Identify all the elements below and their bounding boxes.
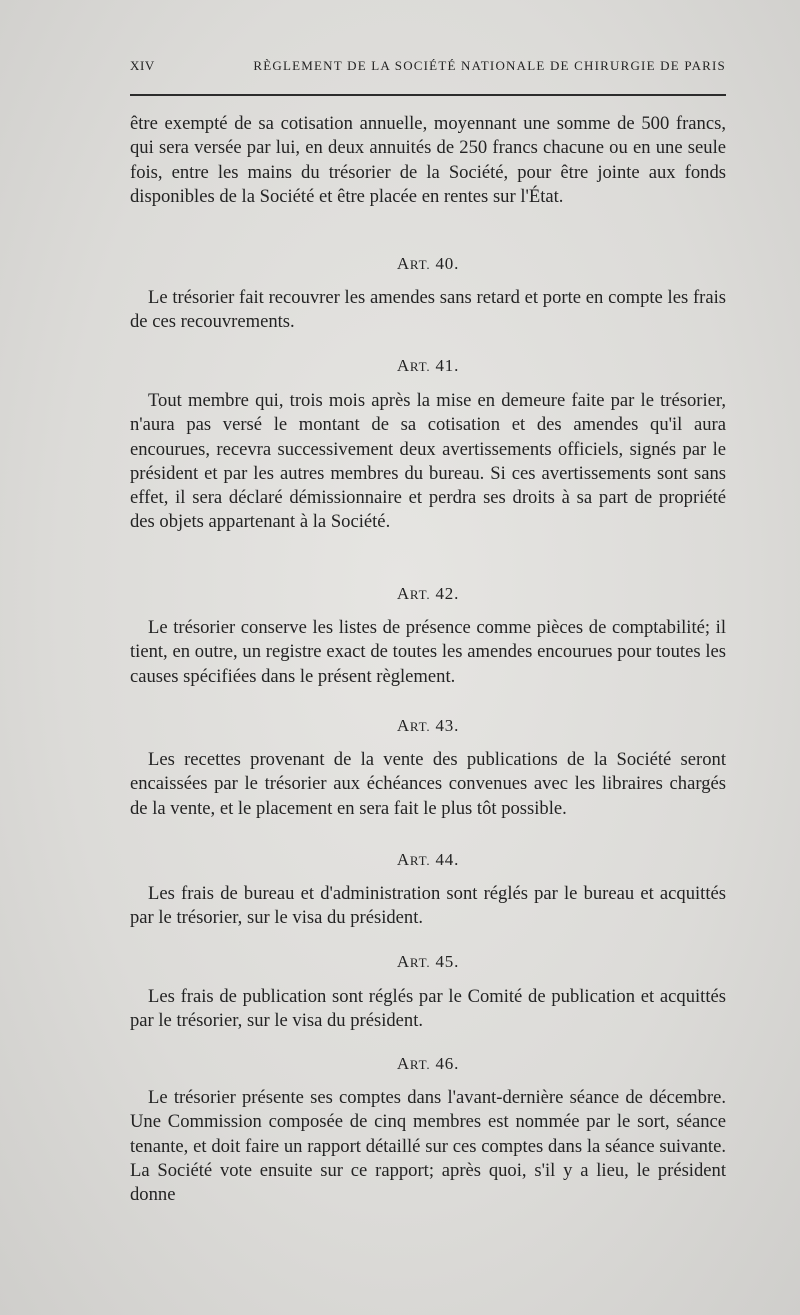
art-prefix-initial: A <box>396 716 410 735</box>
page-number: XIV <box>130 58 155 73</box>
article-number: 45. <box>435 952 460 971</box>
paragraph-art-43: Les recettes provenant de la vente des publications de la Société seront encaissées par le trésorier aux échéances convenues avec les libraires chargés de la vente, et le placement en sera fait le plus tôt possible. <box>130 749 726 819</box>
running-title: RÈGLEMENT DE LA SOCIÉTÉ NATIONALE DE CHIRURGIE DE PARIS <box>253 58 726 73</box>
art-prefix-initial: A <box>396 1054 410 1073</box>
art-prefix-initial: A <box>396 952 410 971</box>
article-number: 46. <box>435 1054 460 1073</box>
art-prefix-initial: A <box>396 584 410 603</box>
article-number: 41. <box>435 356 460 375</box>
header-rule <box>130 94 726 96</box>
art-prefix-rest: RT. <box>409 719 431 734</box>
art-prefix-rest: RT. <box>409 955 431 970</box>
article-number: 44. <box>435 850 460 869</box>
article-heading-40 <box>130 254 726 274</box>
article-number: 43. <box>435 716 460 735</box>
art-prefix-initial: A <box>396 254 410 273</box>
paragraph-art-45: Les frais de publication sont réglés par le Comité de publication et acquittés par le trésorier, sur le visa du président. <box>130 986 726 1032</box>
article-heading-43 <box>130 716 726 736</box>
art-prefix-rest: RT. <box>409 587 431 602</box>
paragraph-art-42: Le trésorier conserve les listes de présence comme pièces de comptabilité; il tient, en outre, un registre exact de toutes les amendes encourues pour toutes les causes spécifiées dans le présent règlement. <box>130 617 726 687</box>
paragraph-art-41: Tout membre qui, trois mois après la mise en demeure faite par le trésorier, n'aura pas versé le montant de sa cotisation et des amendes qu'il aura encourues, recevra successivement deux avertissements officiels, signés par le président et par les autres membres du bureau. Si ces avertissements sont sans effet, il sera déclaré démissionnaire et perdra ses droits à sa part de propriété des objets appartenant à la Société. <box>130 390 726 533</box>
running-header <box>130 58 726 74</box>
art-prefix-rest: RT. <box>409 257 431 272</box>
paragraph-art-44: Les frais de bureau et d'administration sont réglés par le bureau et acquittés par le trésorier, sur le visa du président. <box>130 883 726 929</box>
paragraph-intro: être exempté de sa cotisation annuelle, moyennant une somme de 500 francs, qui sera versée par lui, en deux annuités de 250 francs chacune ou en une seule fois, entre les mains du trésorier de la Société, pour être jointe aux fonds disponibles de la Société et être placée en rentes sur l'État. <box>130 113 726 207</box>
paragraph-art-40: Le trésorier fait recouvrer les amendes sans retard et porte en compte les frais de ces recouvrements. <box>130 287 726 333</box>
article-heading-45 <box>130 952 726 972</box>
art-prefix-initial: A <box>396 850 410 869</box>
art-prefix-rest: RT. <box>409 359 431 374</box>
article-heading-42 <box>130 584 726 604</box>
article-number: 42. <box>435 584 460 603</box>
article-heading-41 <box>130 356 726 376</box>
art-prefix-initial: A <box>396 356 410 375</box>
article-heading-46 <box>130 1054 726 1074</box>
art-prefix-rest: RT. <box>409 853 431 868</box>
article-number: 40. <box>435 254 460 273</box>
article-heading-44 <box>130 850 726 870</box>
art-prefix-rest: RT. <box>409 1057 431 1072</box>
paragraph-art-46: Le trésorier présente ses comptes dans l'avant-dernière séance de décembre. Une Commission composée de cinq membres est nommée par le sort, séance tenante, et doit faire un rapport détaillé sur ces comptes dans la séance suivante. La Société vote ensuite sur ce rapport; après quoi, s'il y a lieu, le président donne <box>130 1087 726 1206</box>
